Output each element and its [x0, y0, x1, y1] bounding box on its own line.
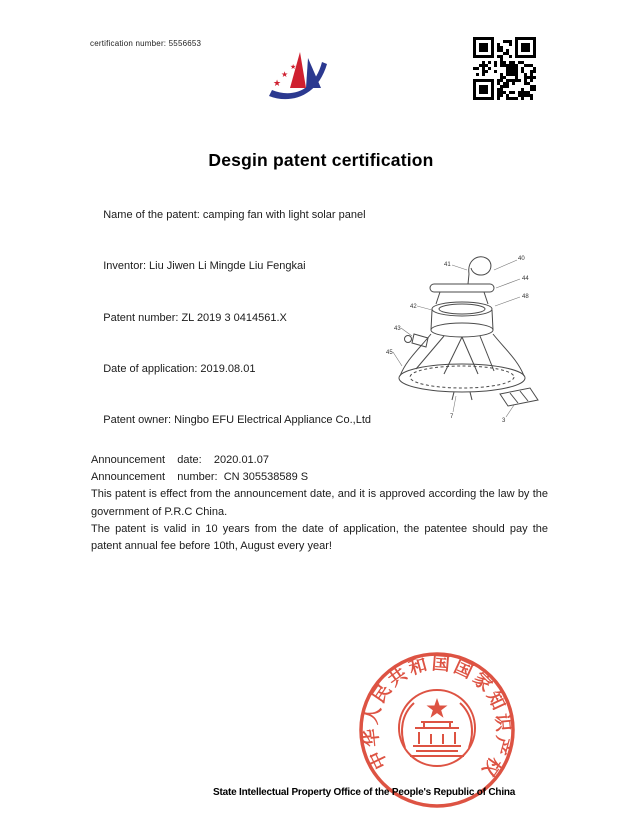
field-value: 2019.08.01: [200, 363, 256, 375]
svg-text:★: ★: [281, 70, 289, 79]
agency-logo: [261, 48, 343, 110]
field-value: ZL 2019 3 0414561.X: [181, 312, 287, 324]
field-label: Patent number:: [103, 312, 179, 324]
drawing-ref-number: 7: [450, 414, 454, 420]
announcement-block: [91, 452, 548, 555]
seal-text: 中华人民共和国国家知识产权局: [360, 653, 514, 783]
national-emblem: [399, 690, 475, 766]
drawing-ref-number: 44: [522, 276, 529, 282]
field-value: Liu Jiwen Li Mingde Liu Fengkai: [149, 260, 306, 272]
certification-number: certification number: 5556653: [90, 39, 202, 48]
drawing-ref-number: 43: [394, 326, 401, 332]
field-patent-owner: [91, 402, 371, 438]
drawing-ref-number: 40: [518, 256, 525, 262]
field-value: camping fan with light solar panel: [202, 209, 366, 221]
drawing-ref-number: 45: [386, 350, 393, 356]
field-label: Date of application:: [103, 363, 198, 375]
patent-drawing: [374, 248, 544, 430]
legal-paragraph-1: This patent is effect from the announcement date, and it is approved according the law by the government of P.R.C China.: [91, 488, 548, 518]
agency-logo-graphic: [261, 48, 343, 110]
drawing-ref-number: 41: [444, 262, 451, 268]
legal-paragraph-2: The patent is valid in 10 years from the date of application, the patentee should pay the patent annual fee before 10th, August every year!: [91, 522, 548, 553]
announcement-number-line: Announcement number: CN 305538589 S: [91, 471, 309, 484]
document-title: Desgin patent certification: [208, 150, 434, 170]
field-label: Name of the patent:: [103, 209, 200, 221]
announcement-date-line: Announcement date: 2020.01.07: [91, 454, 269, 466]
field-patent-name: [91, 197, 366, 233]
svg-text:★: ★: [273, 78, 282, 88]
field-application-date: [91, 351, 255, 387]
field-patent-number: [91, 300, 287, 336]
field-value: Ningbo EFU Electrical Appliance Co.,Ltd: [174, 414, 371, 426]
patent-drawing-graphic: [374, 248, 544, 430]
drawing-ref-number: 48: [522, 294, 529, 300]
field-label: Patent owner:: [103, 414, 172, 426]
drawing-ref-number: 42: [410, 304, 417, 310]
svg-text:中华人民共和国国家知识产权局: [359, 653, 514, 783]
issuing-office-name: State Intellectual Property Office of the People's Republic of China: [213, 787, 516, 798]
svg-text:★: ★: [290, 64, 297, 71]
qr-code: [473, 37, 536, 100]
drawing-ref-number: 3: [502, 418, 506, 424]
field-label: Inventor:: [103, 260, 147, 272]
field-inventor: [91, 248, 306, 284]
